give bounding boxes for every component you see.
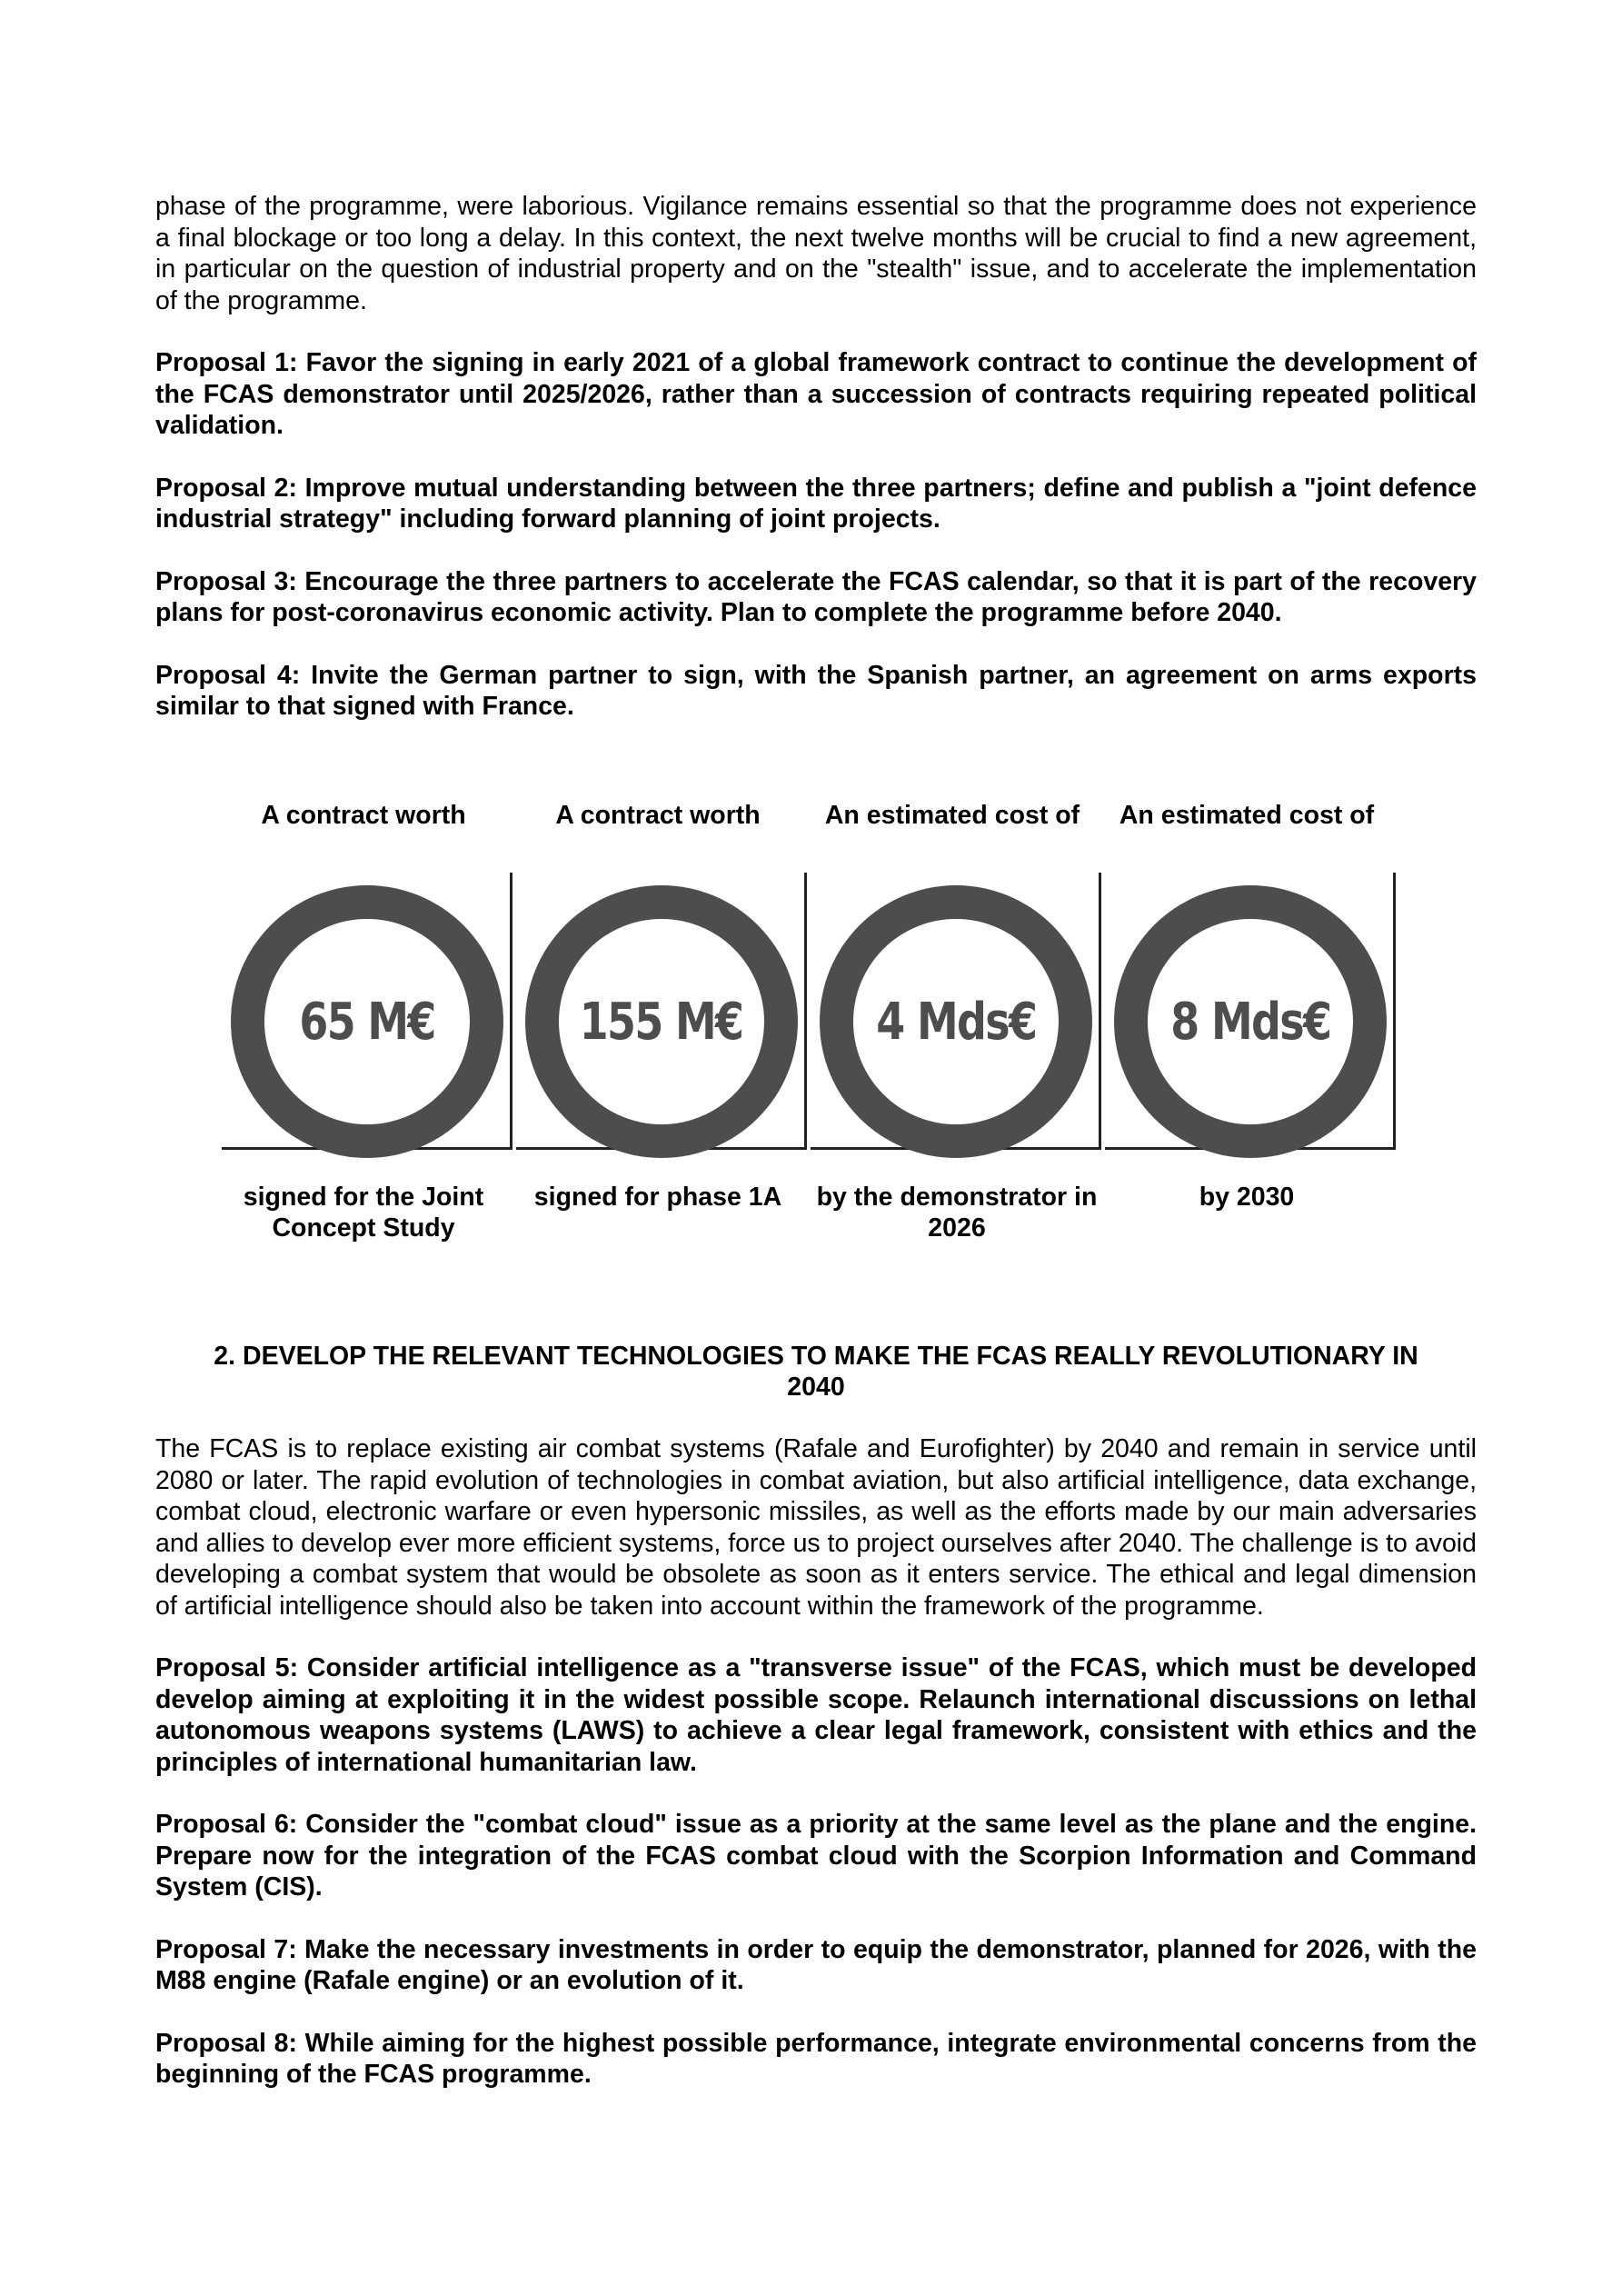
proposal-7: Proposal 7: Make the necessary investments in order to equip the demonstrator, planned for 2026, with the M88 engine (Rafale engine) or an evolution of it. (155, 1934, 1477, 1995)
proposal-5: Proposal 5: Consider artificial intelligence as a "transverse issue" of the FCAS, which must be developed develop aiming at exploiting it in the widest possible scope. Relaunch international discussions on lethal autonomous weapons systems (LAWS) to achieve a clear legal framework, consistent with ethics and the principles of international humanitarian law. (155, 1653, 1477, 1777)
infographic-bottom-label: by the demonstrator in 2026 (816, 1183, 1098, 1243)
value-ring-label: 8 Mds€ (1170, 992, 1330, 1052)
intro-paragraph: phase of the programme, were laborious. Vigilance remains essential so that the programme does not experience a final blockage or too long a delay. In this context, the next twelve months will be crucial to find a new agreement, in particular on the question of industrial property and on the "stealth" issue, and to accelerate the implementation of the programme. (155, 192, 1477, 315)
infographic-top-label: A contract worth (555, 801, 761, 830)
value-ring (525, 885, 798, 1158)
value-ring (231, 885, 503, 1158)
value-ring-label: 155 M€ (580, 992, 743, 1052)
infographic-top-label: A contract worth (261, 801, 466, 830)
proposal-6: Proposal 6: Consider the "combat cloud" issue as a priority at the same level as the plane and the engine. Prepare now for the integration of the FCAS combat cloud with the Scorpion Information and Command System (CIS). (155, 1810, 1477, 1902)
value-ring (1114, 885, 1387, 1158)
value-ring (820, 885, 1092, 1158)
cost-infographic (218, 800, 1418, 1263)
infographic-top-label: An estimated cost of (1119, 801, 1375, 830)
proposal-4: Proposal 4: Invite the German partner to sign, with the Spanish partner, an agreement on arms exports similar to that signed with France. (155, 660, 1477, 721)
value-ring-label: 65 M€ (299, 992, 435, 1052)
section-heading-line2: 2040 (787, 1373, 845, 1402)
section2-body (155, 1341, 1477, 2091)
infographic-top-label: An estimated cost of (824, 801, 1080, 830)
infographic-bottom-label: by 2030 (1199, 1183, 1295, 1212)
section2-paragraph: The FCAS is to replace existing air combat systems (Rafale and Eurofighter) by 2040 and remain in service until 2080 or later. The rapid evolution of technologies in combat aviation, but also artificial intelligence, data exchange, combat cloud, electronic warfare or even hypersonic missiles, as well as the efforts made by our main adversaries and allies to develop ever more efficient systems, force us to project ourselves after 2040. The challenge is to avoid developing a combat system that would be obsolete as soon as it enters service. The ethical and legal dimension of artificial intelligence should also be taken into account within the framework of the programme. (155, 1434, 1477, 1621)
proposal-2: Proposal 2: Improve mutual understanding between the three partners; define and publish a "joint defence industrial strategy" including forward planning of joint projects. (155, 473, 1477, 534)
proposal-8: Proposal 8: While aiming for the highest possible performance, integrate environmental concerns from the beginning of the FCAS programme. (155, 2028, 1477, 2089)
section-heading (155, 1341, 1477, 1403)
value-ring-label: 4 Mds€ (876, 992, 1036, 1052)
proposal-3: Proposal 3: Encourage the three partners to accelerate the FCAS calendar, so that it is part of the recovery plans for post-coronavirus economic activity. Plan to complete the programme before 2040. (155, 566, 1477, 627)
section1-body (155, 191, 1477, 723)
infographic-bottom-label: signed for phase 1A (533, 1183, 782, 1212)
section-heading-line1: 2. DEVELOP THE RELEVANT TECHNOLOGIES TO MAKE THE FCAS REALLY REVOLUTIONARY IN (214, 1342, 1418, 1371)
infographic-bottom-label: signed for the Joint Concept Study (243, 1183, 484, 1243)
proposal-1: Proposal 1: Favor the signing in early 2021 of a global framework contract to continue the development of the FCAS demonstrator until 2025/2026, rather than a succession of contracts requiring repeated political validation. (155, 348, 1477, 440)
